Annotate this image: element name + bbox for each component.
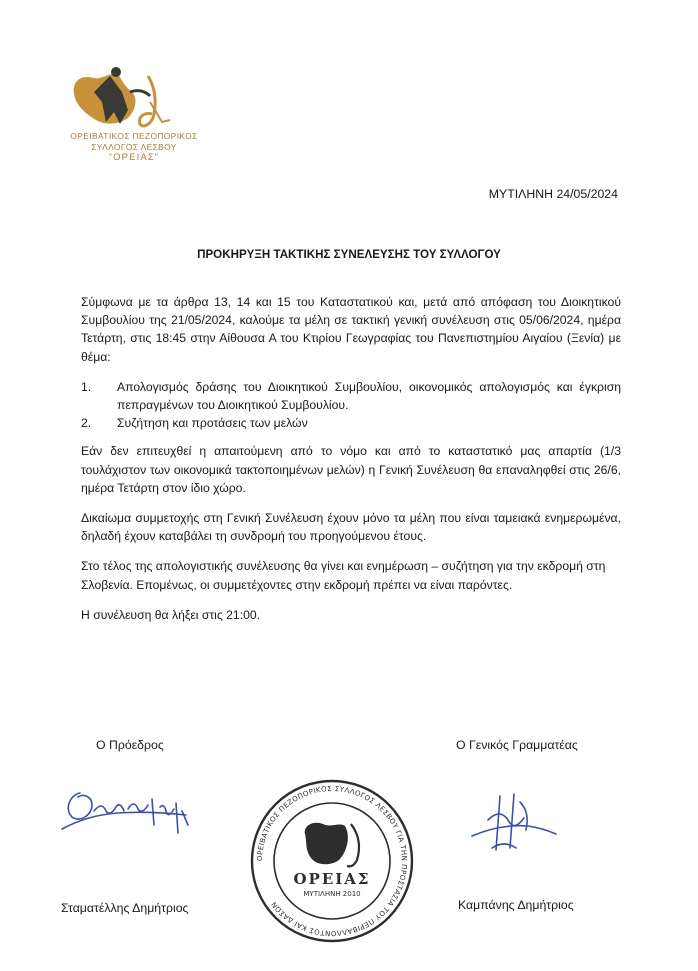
- secretary-name: Καμπάνης Δημήτριος: [458, 898, 574, 912]
- club-stamp-icon: [247, 776, 417, 946]
- end-time-paragraph: Η συνέλευση θα λήξει στις 21:00.: [81, 607, 261, 622]
- quorum-paragraph: Εάν δεν επιτευχθεί η απαιτούμενη από το νόμο και από το καταστατικό μας απαρτία (1/3 τουλάχιστον των οικονομικά τακτοποιημένων μελών) η Γενική Συνέλευση θα επαναληφθεί στις 26/6, ημέρα Τετάρτη στον ίδιο χώρο.: [81, 444, 621, 495]
- logo-line-3: “ΟΡΕΙΑΣ”: [108, 151, 160, 162]
- agenda-item: [81, 378, 621, 414]
- agenda-list: [81, 378, 621, 433]
- agenda-number: 1.: [81, 379, 92, 394]
- stamp-name: ΟΡΕΙΑΣ: [293, 870, 371, 888]
- hiker-logo-icon: [66, 62, 176, 132]
- agenda-item: [81, 414, 621, 432]
- eligibility-paragraph: Δικαίωμα συμμετοχής στη Γενική Συνέλευση έχουν μόνο τα μέλη που είναι ταμειακά ενημερωμένα, δηλαδή έχουν καταβάλει τη συνδρομή του προηγούμενου έτους.: [81, 511, 621, 544]
- logo-line-2: ΣΥΛΛΟΓΟΣ ΛΕΣΒΟΥ: [91, 141, 177, 152]
- club-logo: [54, 62, 214, 182]
- document-body: [81, 293, 621, 636]
- logo-line-1: ΟΡΕΙΒΑΤΙΚΟΣ ΠΕΖΟΠΟΡΙΚΟΣ: [70, 131, 198, 141]
- agenda-text: Απολογισμός δράσης του Διοικητικού Συμβουλίου, οικονομικός απολογισμός και έγκριση πεπραγμένων του Διοικητικού Συμβουλίου.: [117, 379, 621, 413]
- agenda-text: Συζήτηση και προτάσεις των μελών: [117, 416, 308, 431]
- agenda-number: 2.: [81, 416, 92, 431]
- excursion-paragraph: Στο τέλος της απολογιστικής συνέλευσης θα γίνει και ενημέρωση – συζήτηση για την εκδρομή στη Σλοβενία. Επομένως, οι συμμετέχοντες στην εκδρομή πρέπει να είναι παρόντες.: [81, 559, 606, 592]
- president-role: Ο Πρόεδρος: [96, 738, 164, 752]
- stamp-city: ΜΥΤΙΛΗΝΗ 2010: [303, 890, 361, 898]
- secretary-signature-icon: [470, 790, 560, 860]
- stamp-ring-text: ΟΡΕΙΒΑΤΙΚΟΣ ΠΕΖΟΠΟΡΙΚΟΣ ΣΥΛΛΟΓΟΣ ΛΕΣΒΟΥ ΓΙΑ ΤΗΝ ΠΡΟΣΤΑΣΙΑ ΤΟΥ ΠΕΡΙΒΑΛΛΟΝΤΟΣ ΚΑΙ ΔΑΣΩΝ: [255, 784, 409, 938]
- intro-paragraph: Σύμφωνα με τα άρθρα 13, 14 και 15 του Καταστατικού και, μετά από απόφαση του Διοικητικού Συμβουλίου της 21/05/2024, καλούμε τα μέλη σε τακτική γενική συνέλευση στις 05/06/2024, ημέρα Τετάρτη, στις 18:45 στην Αίθουσα Α του Κτιρίου Γεωγραφίας του Πανεπιστημίου Αιγαίου (Ξενία) με θέμα:: [81, 295, 621, 364]
- document-title: ΠΡΟΚΗΡΥΞΗ ΤΑΚΤΙΚΗΣ ΣΥΝΕΛΕΥΣΗΣ ΤΟΥ ΣΥΛΛΟΓΟΥ: [197, 248, 501, 261]
- president-name: Σταματέλλης Δημήτριος: [61, 901, 189, 915]
- document-date: ΜΥΤΙΛΗΝΗ 24/05/2024: [488, 187, 618, 201]
- president-signature-icon: [58, 785, 198, 845]
- secretary-role: Ο Γενικός Γραμματέας: [456, 738, 578, 752]
